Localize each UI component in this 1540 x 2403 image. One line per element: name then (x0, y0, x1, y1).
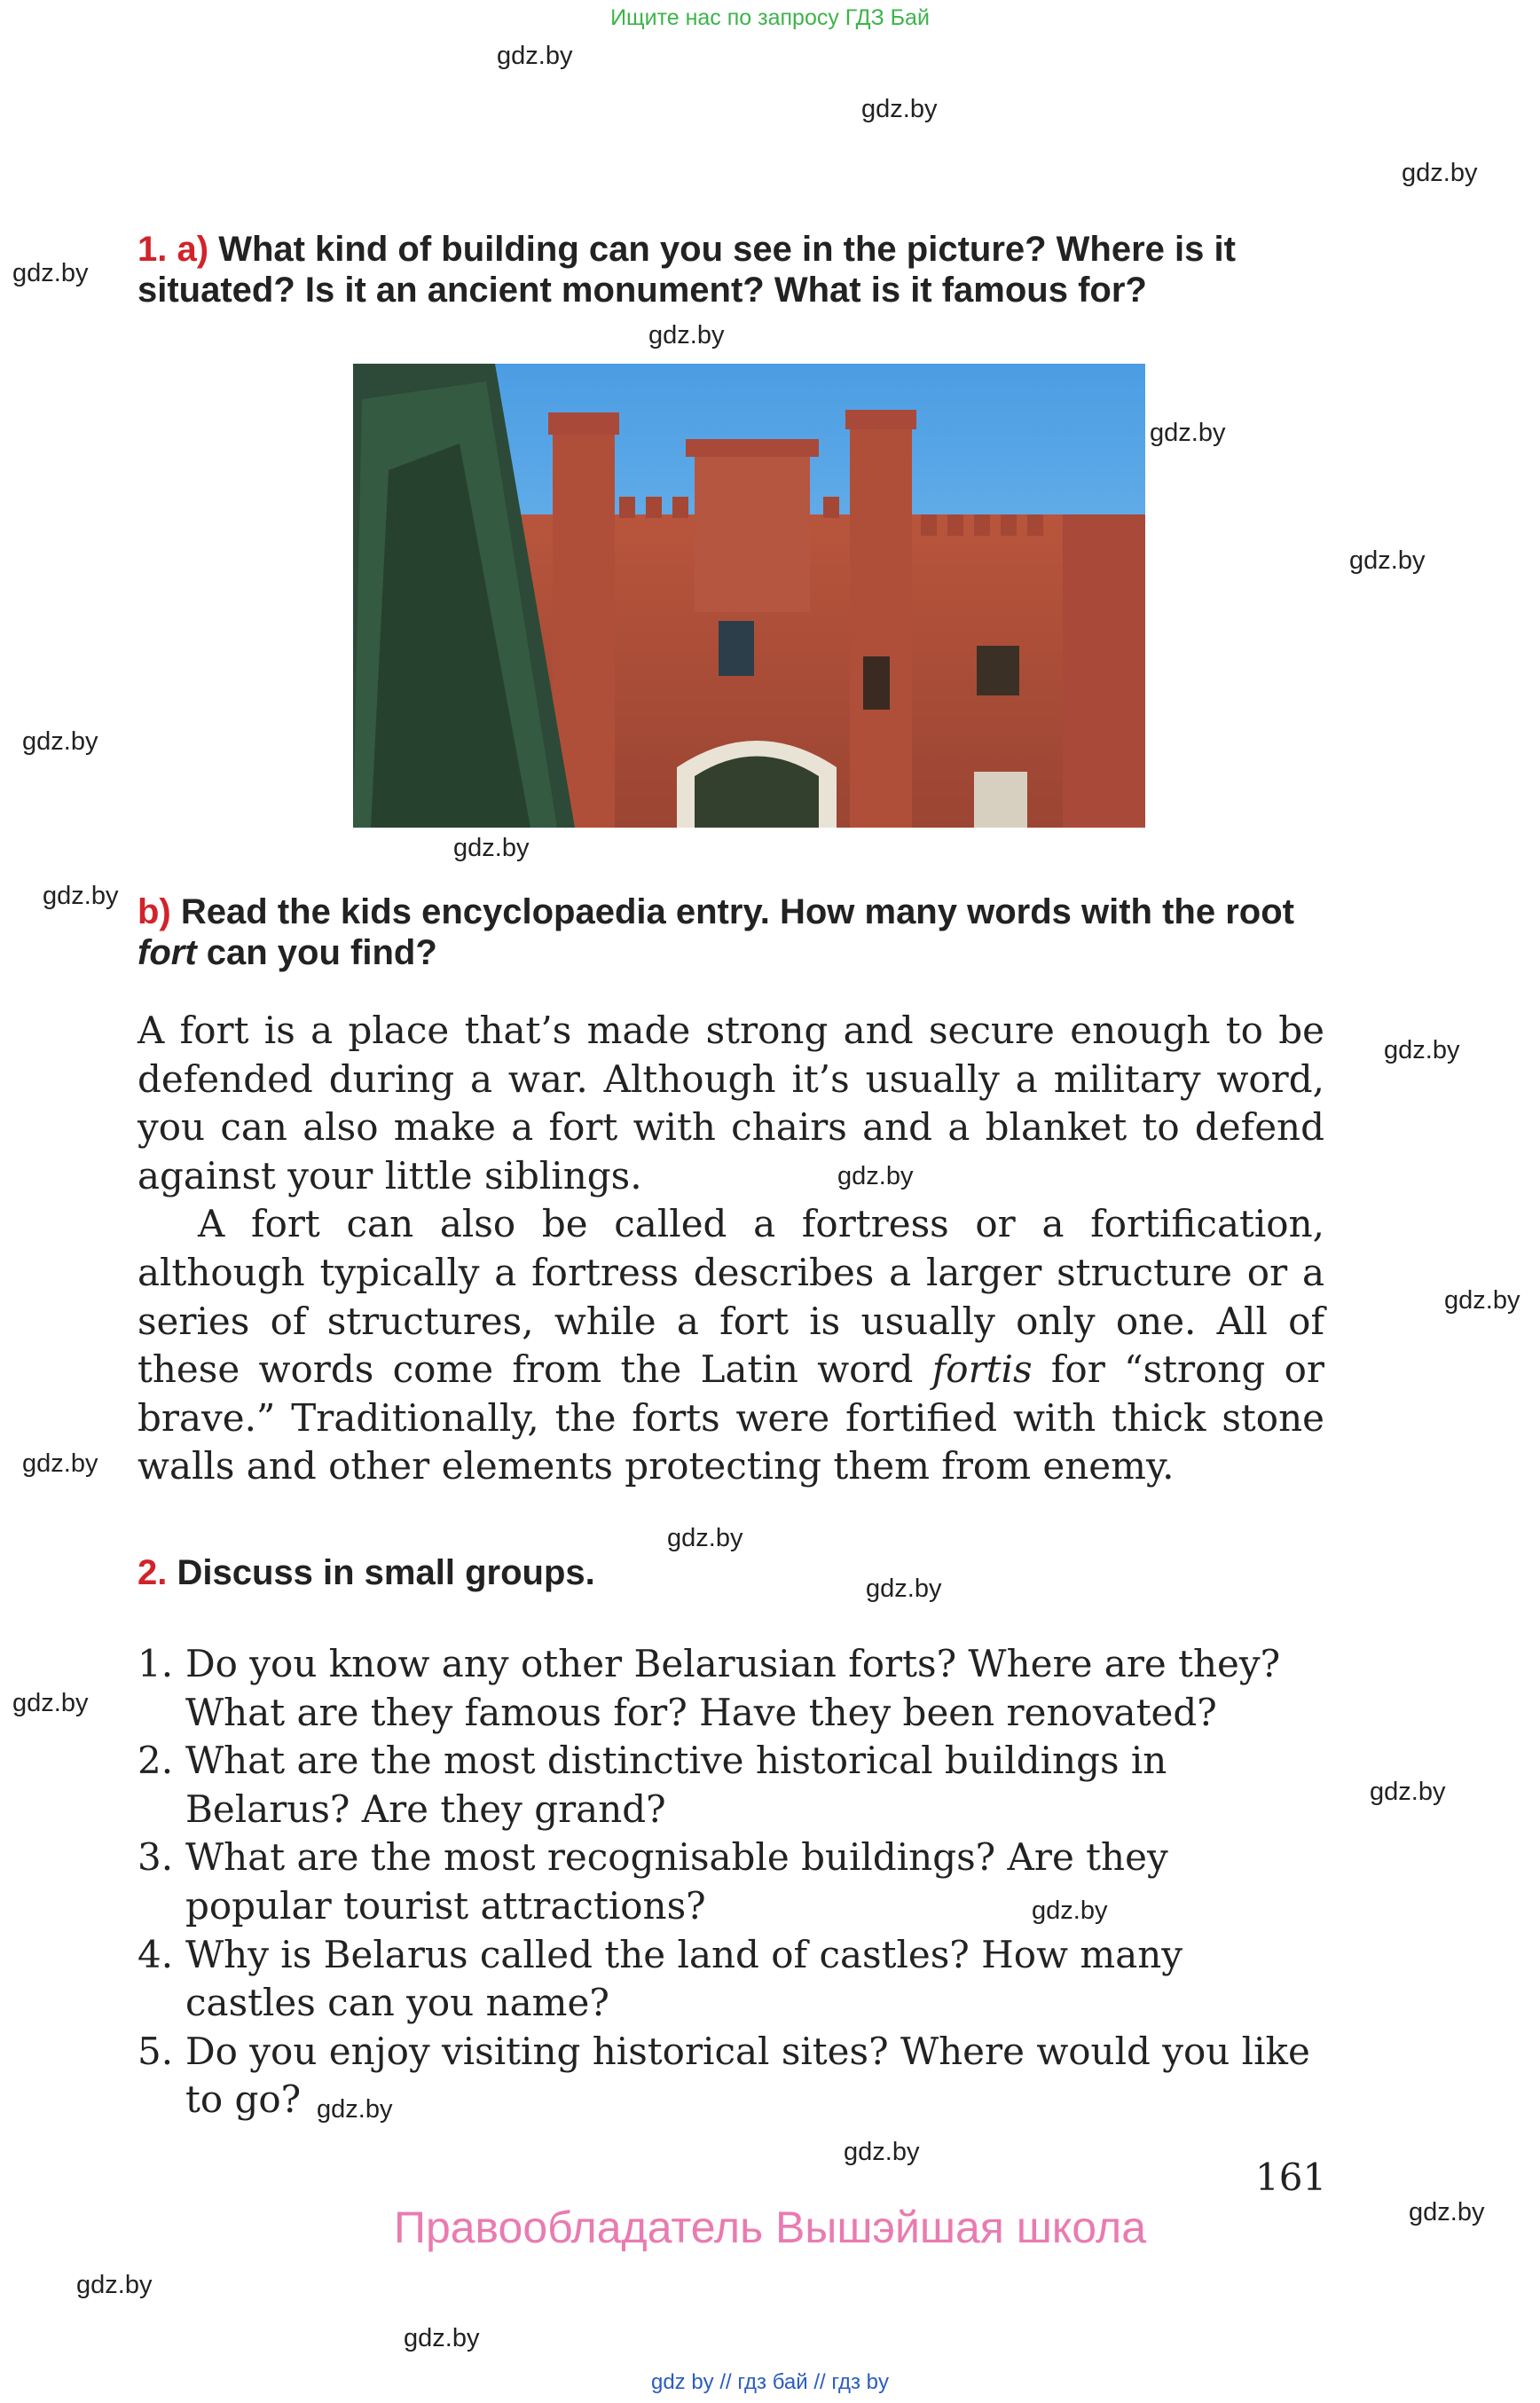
watermark: gdz.by (1402, 159, 1478, 187)
watermark: gdz.by (43, 882, 119, 910)
question-list (138, 1640, 1324, 2124)
entry-text: for “strong or brave.” Traditionally, the forts were fortified with thick stone walls and other elements protecting them from enemy. (138, 1347, 1324, 1488)
watermark: gdz.by (497, 42, 573, 70)
encyclopaedia-entry (138, 1007, 1324, 1491)
question-number: 3. (138, 1835, 174, 1880)
watermark: gdz.by (22, 1449, 98, 1478)
watermark: gdz.by (76, 2271, 153, 2299)
task-number: 2. (138, 1553, 168, 1592)
watermark: gdz.by (404, 2324, 480, 2352)
watermark: gdz.by (667, 1524, 743, 1552)
question-number: 1. (138, 1642, 174, 1685)
list-item (138, 1640, 1324, 1737)
copyright-line: Правообладатель Вышэйшая школа (394, 2203, 1146, 2252)
question-text: Do you enjoy visiting historical sites? Where would you like to go? (185, 2029, 1310, 2122)
watermark: gdz.by (861, 95, 938, 123)
watermark: gdz.by (1370, 1778, 1446, 1806)
question-text: Do you know any other Belarusian forts? Where are they? What are they famous for? Have they been renovated? (185, 1642, 1281, 1734)
task-1a-heading (138, 229, 1326, 310)
watermark: gdz.by (1150, 419, 1226, 447)
footer-links[interactable]: gdz by // гдз бай // гдз by (650, 2370, 890, 2394)
entry-paragraph-1: A fort is a place that’s made strong and secure enough to be defended during a war. Although it’s usually a military word, you can also make a fort with chairs and a blanket to defend against your little siblings. (138, 1009, 1324, 1198)
watermark: gdz.by (648, 321, 725, 349)
task-1b-text-1: Read the kids encyclopaedia entry. How many words with the root (180, 892, 1294, 931)
watermark: gdz.by (317, 2095, 393, 2124)
watermark: gdz.by (453, 834, 530, 862)
task-1a-text: What kind of building can you see in the picture? Where is it situated? Is it an ancient monument? What is it famous for? (138, 230, 1236, 310)
task-part-label: a) (177, 230, 209, 269)
fortress-gate-photo (353, 364, 1145, 828)
watermark: gdz.by (1409, 2198, 1485, 2226)
task-part-label: b) (138, 892, 171, 931)
question-number: 5. (138, 2029, 174, 2073)
question-number: 4. (138, 1932, 174, 1976)
watermark: gdz.by (22, 727, 98, 756)
watermark: gdz.by (866, 1575, 942, 1603)
watermark: gdz.by (12, 1689, 89, 1717)
task-1b-text-2: can you find? (196, 933, 437, 972)
question-text: What are the most recognisable buildings? Are they popular tourist attractions? (185, 1835, 1168, 1928)
list-item (138, 2028, 1324, 2124)
list-item (138, 1931, 1324, 2028)
entry-text: A fort can also be called a fortress or a fortification, although typically a fortress describes a larger structure or a series of structures, while a fort is usually only one. All of these words come from the Latin word (138, 1202, 1324, 1392)
watermark: gdz.by (844, 2138, 920, 2166)
list-item (138, 1834, 1324, 1930)
watermark: gdz.by (1384, 1036, 1460, 1064)
task-2-title: Discuss in small groups. (177, 1553, 595, 1592)
page-number: 161 (1255, 2156, 1327, 2199)
question-number: 2. (138, 1739, 174, 1783)
task-1b-root: fort (138, 933, 197, 972)
entry-paragraph-2 (138, 1200, 1324, 1491)
watermark: gdz.by (1032, 1896, 1108, 1925)
entry-latin-word: fortis (931, 1347, 1033, 1392)
list-item (138, 1737, 1324, 1834)
task-number: 1. (138, 230, 168, 269)
watermark: gdz.by (1349, 546, 1426, 575)
top-banner[interactable]: Ищите нас по запросу ГДЗ Бай (610, 5, 930, 30)
task-2-heading (138, 1552, 1025, 1593)
watermark: gdz.by (1444, 1286, 1520, 1315)
watermark: gdz.by (12, 259, 89, 287)
task-1b-heading (138, 891, 1326, 973)
question-text: Why is Belarus called the land of castles? How many castles can you name? (185, 1932, 1183, 2025)
question-text: What are the most distinctive historical buildings in Belarus? Are they grand? (185, 1739, 1167, 1831)
watermark: gdz.by (837, 1162, 914, 1190)
